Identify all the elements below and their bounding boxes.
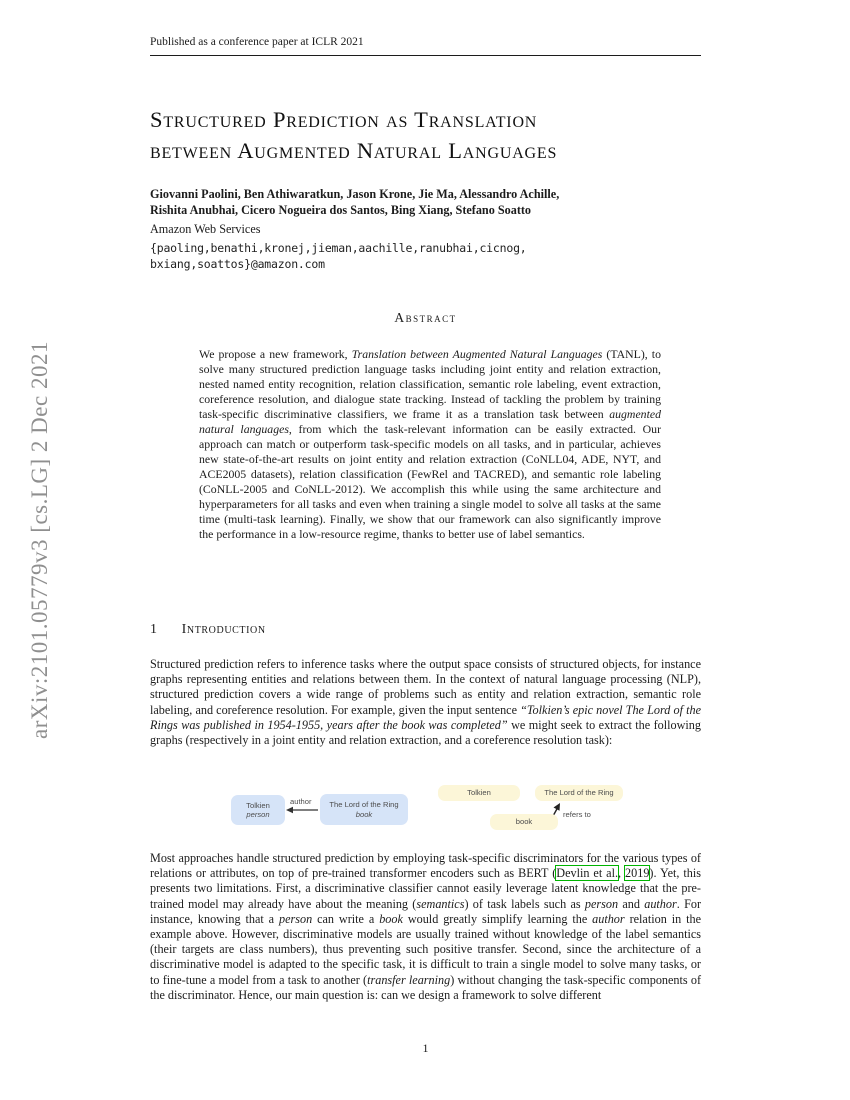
text-segment: . For instance, knowing that a [150, 896, 702, 926]
coref-box-lotr [535, 785, 623, 801]
text-segment: book [379, 911, 403, 926]
text-segment: augmented natural languages [199, 407, 661, 436]
text-segment: , from which the task-relevant information can be easily extracted. Our approach can match or outperform task-specific models on all tasks, and in particular, achieves new state-of-the-art results on joint entity and relation extraction (CoNLL04, ADE, NYT, and ACE2005 datasets), relation classification (FewRel and TACRED), and semantic role labeling (CoNLL-2005 and CoNLL-2012). We accomplish this while using the same architecture and hyperparameters for all tasks and even when training a single model to solve all tasks at the same time (multi-task learning). Finally, we show that our framework can also significantly improve the performance in a low-resource regime, thanks to better use of label semantics. [199, 422, 661, 541]
entity-name: The Lord of the Ring [329, 800, 399, 809]
entity-box-tolkien-person [231, 795, 285, 825]
text-segment: would greatly simplify learning the [402, 911, 593, 926]
text-segment: ) without changing the task-specific components of the discriminator. Hence, our main question is: can we design a framework to solve different [150, 972, 701, 1002]
text-segment: , [618, 866, 626, 881]
entity-name: The Lord of the Ring [544, 788, 614, 798]
text-segment: Translation between Augmented Natural Languages [351, 347, 603, 361]
paper-title [150, 104, 710, 166]
text-segment: person [584, 896, 619, 911]
arxiv-stamp: arXiv:2101.05779v3 [cs.LG] 2 Dec 2021 [27, 341, 52, 739]
text-segment: semantics [416, 896, 465, 911]
title-line-1: Structured Prediction as Translation [150, 107, 538, 132]
entity-box-lotr-book [320, 794, 408, 825]
entity-type: person [246, 810, 270, 819]
page-number: 1 [422, 1041, 429, 1055]
email-line-2: bxiang,soattos}@amazon.com [150, 256, 325, 271]
text-segment: ) of task labels such as [464, 896, 585, 911]
affiliation: Amazon Web Services [150, 222, 261, 236]
entity-name: Tolkien [246, 800, 270, 810]
author-line-1: Giovanni Paolini, Ben Athiwaratkun, Jason Krone, Jie Ma, Alessandro Achille, [150, 187, 560, 201]
text-segment: person [278, 911, 313, 926]
text-segment: can write a [312, 911, 380, 926]
entity-type: book [355, 809, 373, 819]
text-segment: relation in the example above. However, discriminative models are usually trained without knowledge of the label semantics (their targets are class numbers), thus preventing such positive transfer. Second, since the architecture of a discriminative model is adapted to the specific task, it is difficult to train a single model to solve many tasks, or to fine-tune a model from a task to another ( [150, 911, 701, 987]
text-segment: “Tolkien’s epic novel The Lord of the Rings was published in 1954-1955, years after the book was completed” [150, 702, 701, 732]
intro-paragraph-2 [150, 851, 701, 1003]
entity-name: book [515, 817, 533, 827]
section-number: 1 [150, 622, 158, 637]
text-segment: Most approaches handle structured prediction by employing task-specific discriminators for the various types of relations or attributes, on top of pre-trained transformer encoders such as BERT ( [150, 851, 701, 881]
text-segment: ). Yet, this presents two limitations. First, a discriminative classifier cannot easily leverage latent knowledge that the pre-trained model may already have about the meaning ( [150, 866, 702, 911]
text-segment: author [592, 911, 625, 926]
text-segment: and [618, 896, 645, 911]
text-segment: we might seek to extract the following graphs (respectively in a joint entity and relation extraction, and a coreference resolution task): [150, 717, 701, 748]
author-arrow-head [286, 807, 293, 813]
text-segment: (TANL), to solve many structured prediction language tasks including joint entity and relation extraction, nested named entity recognition, relation classification, semantic role labeling, event extraction, coreference resolution, and dialogue state tracking. Instead of tackling the problem by training task-specific discriminative classifiers, we frame it as a translation task between [199, 347, 661, 421]
intro-paragraph-1 [150, 657, 701, 748]
relation-label-refers-to: refers to [563, 810, 591, 819]
example-graphs-figure [150, 782, 701, 844]
abstract-body [199, 347, 661, 542]
header-rule [150, 55, 701, 56]
section-heading-introduction [150, 622, 701, 638]
abstract-heading: Abstract [394, 310, 457, 325]
title-line-2: between Augmented Natural Languages [150, 138, 558, 163]
email-line-1: {paoling,benathi,kronej,jieman,aachille,ranubhai,cicnog, [150, 241, 527, 255]
coref-box-tolkien [438, 785, 520, 801]
citation-link[interactable]: 2019 [625, 866, 650, 881]
entity-name: Tolkien [467, 788, 491, 798]
author-line-2: Rishita Anubhai, Cicero Nogueira dos Santos, Bing Xiang, Stefano Soatto [150, 202, 532, 217]
relation-label-author: author [290, 797, 312, 806]
text-segment: author [644, 896, 677, 911]
running-header: Published as a conference paper at ICLR 2021 [150, 36, 364, 48]
text-segment: transfer learning [367, 972, 451, 987]
section-title: Introduction [181, 622, 266, 637]
email-block [150, 241, 701, 272]
author-list [150, 187, 701, 218]
text-segment: Structured prediction refers to inference tasks where the output space consists of structured objects, for instance graphs representing entities and relations between them. In the context of natural language processing (NLP), structured prediction covers a wide range of problems such as entity and relation extraction, semantic role labeling, and coreference resolution. For example, given the input sentence [150, 657, 701, 717]
text-segment: We propose a new framework, [199, 347, 352, 361]
citation-link[interactable]: Devlin et al. [556, 866, 619, 881]
coref-box-book [490, 814, 558, 830]
